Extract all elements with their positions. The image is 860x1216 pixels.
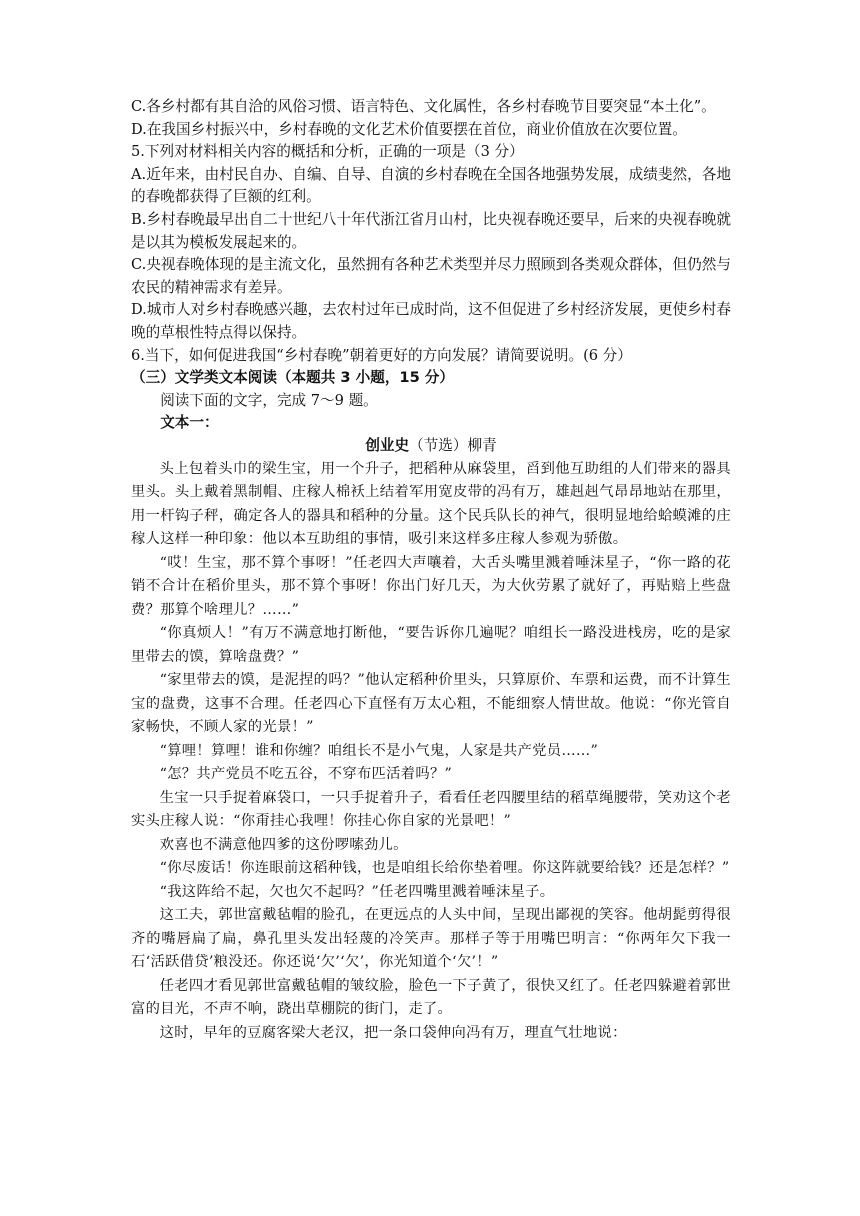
q5-option-d: D.城市人对乡村春晚感兴趣，去农村过年已成时尚，这不但促进了乡村经济发展，更使乡村春晚的草根性特点得以保持。 bbox=[131, 301, 731, 341]
section-heading: （三）文学类文本阅读（本题共 3 小题，15 分） bbox=[131, 369, 454, 387]
story-title bbox=[131, 435, 731, 458]
story-paragraph: “哎！生宝，那不算个事呀！”任老四大声嚷着，大舌头嘴里溅着唾沫星子，“你一路的花销不合计在稻价里头，那不算个事呀！你出门好几天，为大伙劳累了就好了，再贴赔上些盘费？那算个啥理儿？……” bbox=[131, 554, 731, 618]
story-paragraph: 这工夫，郭世富戴毡帽的脸孔，在更远点的人头中间，呈现出鄙视的笑容。他胡髭剪得很齐的嘴唇扁了扁，鼻孔里头发出轻蔑的冷笑声。那样子等于用嘴巴明言：“你两年欠下我一石‘活跃借贷’粮没还。你还说‘欠’‘欠’，你光知道个‘欠’！” bbox=[131, 907, 731, 970]
story-body bbox=[131, 458, 731, 1046]
story-paragraph: 欢喜也不满意他四爹的这份啰嗦劲儿。 bbox=[159, 836, 408, 853]
q5-option-a: A.近年来，由村民自办、自编、自导、自演的乡村春晚在全国各地强势发展，成绩斐然，各地的春晚都获得了巨额的红利。 bbox=[131, 165, 731, 206]
story-title-note: （节选）柳青 bbox=[409, 436, 497, 454]
q5-stem: 5.下列对材料相关内容的概括和分析，正确的一项是（3 分） bbox=[131, 143, 524, 161]
story-paragraph: 这时，早年的豆腐客梁大老汉，把一条口袋伸向冯有万，理直气壮地说： bbox=[159, 1024, 627, 1041]
story-paragraph: “怎？共产党员不吃五谷，不穿布匹活着吗？” bbox=[159, 766, 453, 782]
exam-page bbox=[131, 96, 731, 1045]
story-paragraph: “我这阵给不起，欠也欠不起吗？”任老四嘴里溅着唾沫星子。 bbox=[159, 883, 555, 900]
q5-option-c: C.央视春晚体现的是主流文化，虽然拥有各种艺术类型并尽力照顾到各类观众群体，但仍然与农民的精神需求有差异。 bbox=[131, 256, 731, 296]
story-paragraph: 头上包着头巾的梁生宝，用一个升子，把稻种从麻袋里，舀到他互助组的人们带来的器具里头。头上戴着黑制帽、庄稼人棉袄上结着军用宽皮带的冯有万，雄赳赳气昂昂地站在那里，用一杆钩子秤，确定各人的器具和稻种的分量。这个民兵队长的神气，很明显地给蛤蟆滩的庄稼人这样一种印象：他以本互助组的事情，吸引来这样多庄稼人参观为骄傲。 bbox=[131, 460, 731, 547]
story-title-main: 创业史 bbox=[365, 436, 410, 454]
q4-option-d: D.在我国乡村振兴中，乡村春晚的文化艺术价值要摆在首位，商业价值放在次要位置。 bbox=[131, 120, 687, 138]
story-paragraph: “家里带去的馍，是泥捏的吗？”他认定稻种价里头，只算原价、车票和运费，而不计算生宝的盘费，这事不合理。任老四心下直怪有万太心粗，不能细察人情世故。他说：“你光管自家畅快，不顾人家的光景！” bbox=[131, 672, 731, 735]
story-paragraph: “你尽废话！你连眼前这稻种钱，也是咱组长给你垫着哩。你这阵就要给钱？还是怎样？” bbox=[159, 860, 730, 876]
story-paragraph: “算哩！算哩！谁和你缠？咱组长不是小气鬼，人家是共产党员……” bbox=[159, 742, 599, 759]
section-instruction: 阅读下面的文字，完成 7～9 题。 bbox=[160, 391, 378, 409]
story-paragraph: “你真烦人！”有万不满意地打断他，“要告诉你几遍呢？咱组长一路没进栈房，吃的是家里带去的馍，算啥盘费？” bbox=[131, 625, 731, 665]
text-label: 文本一： bbox=[160, 414, 219, 432]
story-paragraph: 生宝一只手捉着麻袋口，一只手捉着升子，看看任老四腰里结的稻草绳腰带，笑劝这个老实头庄稼人说：“你甭挂心我哩！你挂心你自家的光景吧！” bbox=[131, 789, 731, 829]
q4-option-c: C.各乡村都有其自洽的风俗习惯、语言特色、文化属性，各乡村春晚节目要突显“本土化”。 bbox=[131, 98, 716, 115]
q5-option-b: B.乡村春晚最早出自二十世纪八十年代浙江省月山村，比央视春晚还要早，后来的央视春晚就是以其为模板发展起来的。 bbox=[131, 210, 731, 251]
story-paragraph: 任老四才看见郭世富戴毡帽的皱纹脸，脸色一下子黄了，很快又红了。任老四躲避着郭世富的目光，不声不响，跷出草棚院的街门，走了。 bbox=[131, 977, 731, 1017]
q6-stem: 6.当下，如何促进我国“乡村春晚”朝着更好的方向发展？请简要说明。(6 分） bbox=[131, 346, 632, 364]
